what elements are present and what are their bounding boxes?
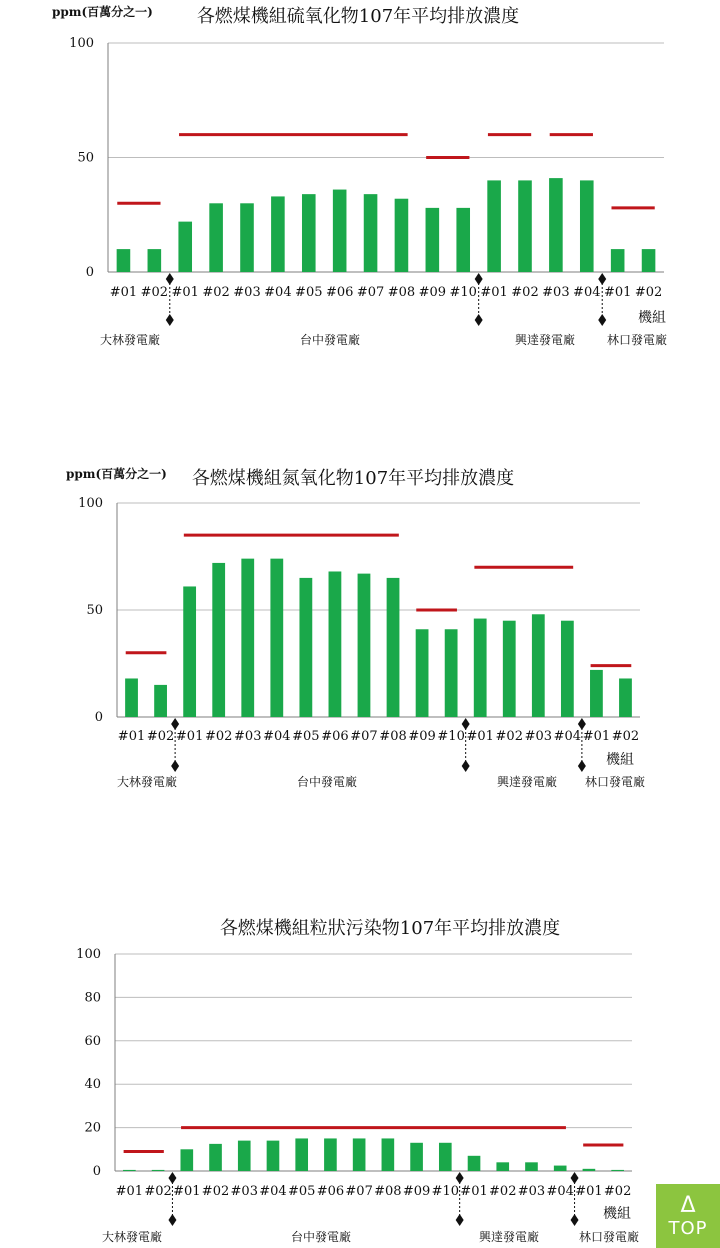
bar-unit-07-8 [353,1138,366,1171]
x-tick-label: #09 [408,729,436,744]
x-tick-label: #02 [603,1184,632,1199]
x-tick-label: #01 [115,1184,144,1199]
x-tick-label: #01 [173,1184,201,1199]
back-to-top-label: TOP [668,1218,708,1239]
x-tick-label: #03 [524,729,553,744]
x-tick-label: #09 [402,1184,431,1199]
separator-diamond [475,273,483,285]
x-tick-label: #06 [325,285,354,300]
sulfur-oxides-chart [0,0,720,370]
x-tick-label: #10 [449,285,477,300]
separator-diamond [571,1214,579,1226]
bar-unit-01-2 [178,222,192,272]
x-tick-label: #04 [553,729,582,744]
plant-group-label: 台中發電廠 [299,333,361,347]
x-tick-label: #04 [263,729,291,744]
x-axis-label: 機組 [638,310,666,326]
x-tick-label: #04 [264,285,292,300]
x-tick-label: #02 [634,285,663,300]
y-tick-label: 40 [84,1077,101,1093]
separator-diamond [166,314,174,326]
x-tick-label: #02 [489,1184,517,1199]
bar-unit-03-14 [532,614,545,717]
x-axis-label: 機組 [603,1206,631,1222]
plant-group-label: 興達發電廠 [514,333,576,347]
bar-unit-01-0 [117,249,131,272]
back-to-top-button[interactable] [656,1184,720,1248]
bar-unit-03-14 [549,178,563,272]
chart-title: 各燃煤機組粒狀污染物107年平均排放濃度 [219,918,561,939]
separator-diamond [168,1214,176,1226]
plant-group-label: 興達發電廠 [496,775,558,789]
plant-group-label: 大林發電廠 [101,1230,163,1244]
x-tick-label: #03 [542,285,570,300]
bar-unit-02-17 [611,1170,624,1171]
bar-unit-01-0 [123,1170,136,1171]
bar-unit-01-16 [583,1169,596,1171]
arrow-up-icon: Δ [680,1193,696,1218]
x-tick-label: #06 [316,1184,345,1199]
x-tick-label: #02 [146,729,175,744]
x-tick-label: #04 [573,285,601,300]
chart-title: 各燃煤機組硫氧化物107年平均排放濃度 [196,6,520,27]
x-tick-label: #02 [140,285,169,300]
x-tick-label: #02 [144,1184,172,1199]
bar-unit-08-9 [387,578,400,717]
separator-diamond [171,760,179,772]
x-tick-label: #02 [202,285,230,300]
x-tick-label: #02 [201,1184,230,1199]
y-tick-label: 50 [77,150,94,166]
bar-unit-05-6 [302,194,316,272]
separator-diamond [456,1172,464,1184]
plant-group-label: 大林發電廠 [99,333,161,347]
separator-diamond [598,314,606,326]
x-tick-label: #07 [345,1184,373,1199]
bar-unit-06-7 [324,1138,337,1171]
bar-unit-02-3 [209,203,223,272]
x-tick-label: #01 [480,285,508,300]
plant-group-label: 林口發電廠 [606,333,668,347]
bar-unit-01-16 [590,670,603,717]
x-tick-label: #02 [611,729,640,744]
bar-unit-08-9 [395,199,409,272]
separator-diamond [168,1172,176,1184]
x-tick-label: #08 [379,729,407,744]
x-tick-label: #10 [431,1184,460,1199]
x-tick-label: #01 [466,729,494,744]
bar-unit-05-6 [299,578,312,717]
plant-group-label: 大林發電廠 [116,775,178,789]
y-tick-label: 100 [78,496,103,511]
bar-unit-01-0 [125,678,138,717]
x-tick-label: #10 [437,729,465,744]
separator-diamond [166,273,174,285]
nitrogen-oxides-chart [0,455,720,810]
bar-unit-02-13 [518,180,532,272]
bar-unit-01-16 [611,249,625,272]
y-tick-label: 100 [76,947,101,962]
bar-unit-10-11 [456,208,470,272]
plant-group-label: 林口發電廠 [584,775,646,789]
y-tick-label: 50 [86,603,103,618]
bar-unit-01-12 [487,180,501,272]
x-tick-label: #03 [233,285,261,300]
bar-unit-01-2 [180,1149,193,1171]
y-tick-label: 0 [92,1164,101,1179]
x-axis-label: 機組 [606,752,634,768]
bar-unit-03-4 [240,203,254,272]
bar-unit-06-7 [333,190,347,272]
plant-group-label: 台中發電廠 [290,1230,352,1244]
x-tick-label: #07 [356,285,385,300]
x-tick-label: #02 [495,729,523,744]
separator-diamond [462,760,470,772]
bar-unit-02-1 [154,685,167,717]
bar-unit-08-9 [382,1138,395,1171]
bar-unit-02-1 [148,249,162,272]
y-tick-label: 0 [85,265,94,280]
x-tick-label: #01 [109,285,138,300]
bar-unit-04-5 [271,196,285,272]
y-tick-label: 60 [84,1033,101,1049]
y-tick-label: 0 [94,710,103,725]
separator-diamond [598,273,606,285]
chart-title: 各燃煤機組氮氧化物107年平均排放濃度 [191,468,515,489]
bar-unit-06-7 [329,571,342,717]
bar-unit-09-10 [416,629,429,717]
plant-group-label: 興達發電廠 [478,1230,540,1244]
x-tick-label: #06 [321,729,349,744]
y-axis-label: ppm(百萬分之一) [66,467,167,481]
x-tick-label: #01 [582,729,611,744]
bar-unit-02-13 [503,621,516,717]
x-tick-label: #08 [387,285,416,300]
x-tick-label: #05 [287,1184,316,1199]
x-tick-label: #01 [575,1184,603,1199]
x-tick-label: #09 [418,285,447,300]
bar-unit-03-4 [241,559,254,717]
x-tick-label: #04 [259,1184,287,1199]
bar-unit-02-17 [642,249,656,272]
bar-unit-02-17 [619,678,632,717]
x-tick-label: #02 [204,729,233,744]
y-tick-label: 20 [84,1120,101,1136]
x-tick-label: #07 [350,729,378,744]
bar-unit-04-15 [554,1166,567,1171]
bar-unit-07-8 [364,194,378,272]
bar-unit-05-6 [295,1138,308,1171]
bar-unit-09-10 [410,1143,423,1171]
bar-unit-01-12 [474,619,487,717]
x-tick-label: #05 [292,729,320,744]
bar-unit-04-15 [561,621,574,717]
separator-diamond [456,1214,464,1226]
y-tick-label: 100 [69,36,94,51]
bar-unit-04-15 [580,180,594,272]
x-tick-label: #03 [230,1184,258,1199]
bar-unit-01-2 [183,586,196,717]
separator-diamond [571,1172,579,1184]
bar-unit-01-12 [468,1156,481,1171]
y-tick-label: 80 [84,990,101,1006]
x-tick-label: #01 [603,285,632,300]
bar-unit-10-11 [445,629,458,717]
x-tick-label: #01 [175,729,204,744]
x-tick-label: #01 [117,729,146,744]
bar-unit-02-13 [496,1162,509,1171]
x-tick-label: #08 [374,1184,402,1199]
bar-unit-03-4 [238,1141,251,1171]
bar-unit-07-8 [358,574,371,717]
x-tick-label: #01 [171,285,199,300]
x-tick-label: #02 [511,285,539,300]
bar-unit-02-3 [209,1144,222,1171]
separator-diamond [475,314,483,326]
separator-diamond [578,760,586,772]
x-tick-label: #03 [234,729,262,744]
bar-unit-04-5 [270,559,283,717]
bar-unit-02-1 [152,1170,165,1171]
y-axis-label: ppm(百萬分之一) [52,5,153,19]
plant-group-label: 林口發電廠 [578,1230,640,1244]
bar-unit-10-11 [439,1143,452,1171]
particulate-matter-chart [0,905,720,1248]
bar-unit-09-10 [426,208,440,272]
bar-unit-02-3 [212,563,225,717]
bar-unit-03-14 [525,1162,538,1171]
plant-group-label: 台中發電廠 [296,775,358,789]
x-tick-label: #05 [295,285,323,300]
x-tick-label: #04 [546,1184,574,1199]
bar-unit-04-5 [267,1141,280,1171]
x-tick-label: #01 [460,1184,488,1199]
x-tick-label: #03 [517,1184,546,1199]
